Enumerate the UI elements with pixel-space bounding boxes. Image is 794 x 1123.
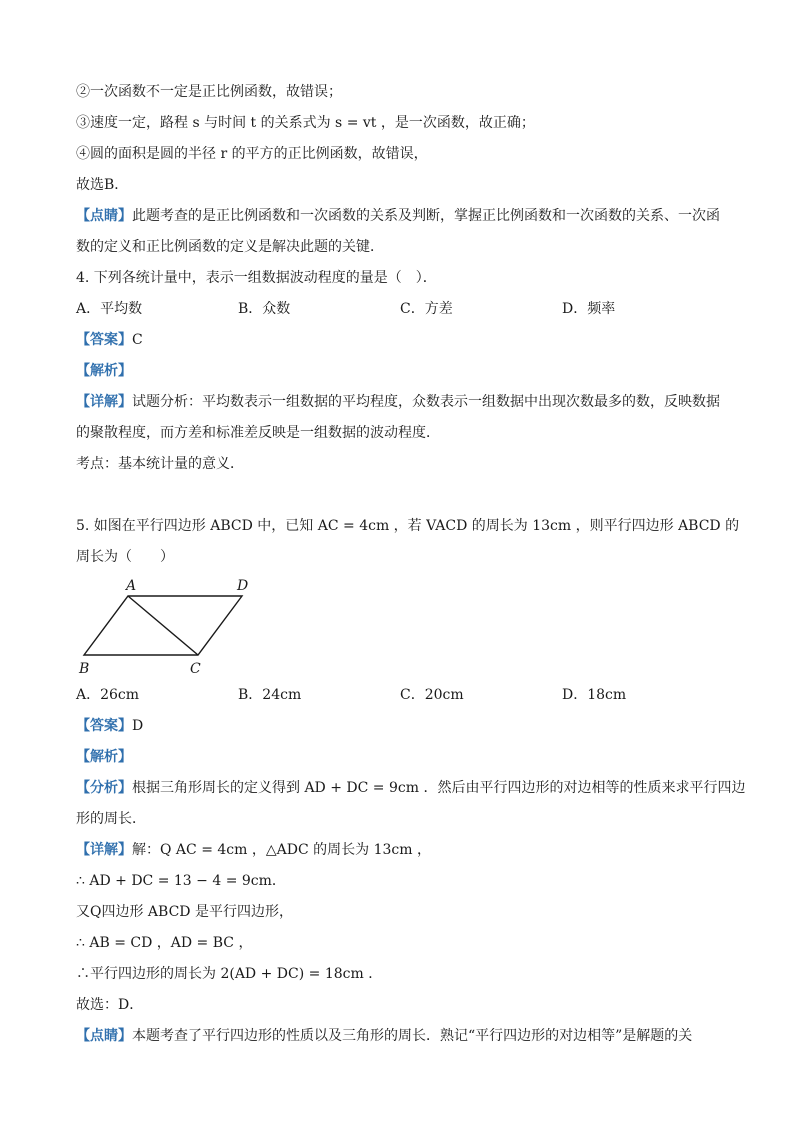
q4-option-d: D．频率 — [562, 301, 616, 317]
vertex-d-label: D — [237, 578, 249, 594]
q3-conclusion: 故选B． — [76, 177, 129, 193]
q4-option-a: A．平均数 — [76, 301, 143, 317]
q4-option-b: B．众数 — [238, 301, 291, 317]
q4-detail-2: 的聚散程度，而方差和标准差反映是一组数据的波动程度． — [76, 425, 440, 441]
analysis-tag: 【解析】 — [76, 363, 132, 379]
q5-fenxi-1 — [76, 778, 745, 798]
q5-detail-1 — [76, 840, 431, 860]
q5-dianjing — [76, 1026, 692, 1046]
q3-line-3: ③速度一定，路程 s 与时间 t 的关系式为 s = vt ，是一次函数，故正确； — [76, 115, 535, 131]
q4-stem: 4. 下列各统计量中，表示一组数据波动程度的量是（ ）． — [76, 270, 437, 286]
dianjing-tag: 【点睛】 — [76, 208, 132, 224]
q5-fenxi-2: 形的周长． — [76, 811, 146, 827]
fenxi-text: 根据三角形周长的定义得到 AD + DC = 9cm ．然后由平行四边形的对边相等的性质来求平行四边 — [132, 780, 746, 796]
q5-step-1: ∴ AD + DC = 13 − 4 = 9cm． — [76, 873, 286, 889]
q5-option-b: B．24cm — [238, 687, 302, 703]
fenxi-tag: 【分析】 — [76, 780, 132, 796]
answer-value: D — [132, 718, 144, 734]
q5-step-2: 又Q四边形 ABCD 是平行四边形， — [76, 904, 293, 920]
q3-line-2: ②一次函数不一定是正比例函数，故错误； — [76, 84, 342, 100]
vertex-b-label: B — [79, 661, 90, 677]
q5-step-5: 故选：D． — [76, 997, 144, 1013]
dianjing-text: 本题考查了平行四边形的性质以及三角形的周长．熟记“平行四边形的对边相等”是解题的关 — [132, 1028, 693, 1044]
answer-tag: 【答案】 — [76, 332, 132, 348]
detail-text: 试题分析：平均数表示一组数据的平均程度，众数表示一组数据中出现次数最多的数，反映数据 — [132, 394, 720, 410]
detail-tag: 【详解】 — [76, 394, 132, 410]
q4-option-c: C．方差 — [400, 301, 453, 317]
q4-detail-1 — [76, 392, 720, 412]
q5-analysis — [76, 747, 132, 767]
dianjing-tag: 【点睛】 — [76, 1028, 132, 1044]
q5-stem-1: 5. 如图在平行四边形 ABCD 中，已知 AC = 4cm ，若 VACD 的周长为 13cm ，则平行四边形 ABCD 的 — [76, 518, 740, 534]
q5-step-3: ∴ AB = CD ，AD = BC ， — [76, 935, 253, 951]
q5-step-4: ∴平行四边形的周长为 2(AD + DC) = 18cm ． — [76, 966, 383, 982]
diagonal-ac — [128, 596, 198, 655]
parallelogram-diagram — [76, 578, 256, 678]
q5-option-a: A．26cm — [76, 687, 140, 703]
q4-analysis — [76, 361, 132, 381]
q5-answer — [76, 716, 143, 736]
detail-tag: 【详解】 — [76, 842, 132, 858]
answer-tag: 【答案】 — [76, 718, 132, 734]
dianjing-text: 此题考查的是正比例函数和一次函数的关系及判断，掌握正比例函数和一次函数的关系、一次函 — [132, 208, 720, 224]
q5-option-d: D．18cm — [562, 687, 627, 703]
analysis-tag: 【解析】 — [76, 749, 132, 765]
q3-dianjing-1 — [76, 206, 720, 226]
q3-dianjing-2: 数的定义和正比例函数的定义是解决此题的关键． — [76, 239, 384, 255]
q3-line-4: ④圆的面积是圆的半径 r 的平方的正比例函数，故错误， — [76, 146, 428, 162]
q5-stem-2: 周长为（ ） — [76, 549, 174, 565]
vertex-a-label: A — [126, 578, 137, 594]
detail-text: 解：Q AC = 4cm ，△ADC 的周长为 13cm ， — [132, 842, 431, 858]
answer-value: C — [132, 332, 143, 348]
q4-answer — [76, 330, 143, 350]
vertex-c-label: C — [190, 661, 201, 677]
q4-kaodian: 考点：基本统计量的意义． — [76, 456, 244, 472]
parallelogram-figure — [76, 578, 256, 678]
q5-option-c: C．20cm — [400, 687, 464, 703]
